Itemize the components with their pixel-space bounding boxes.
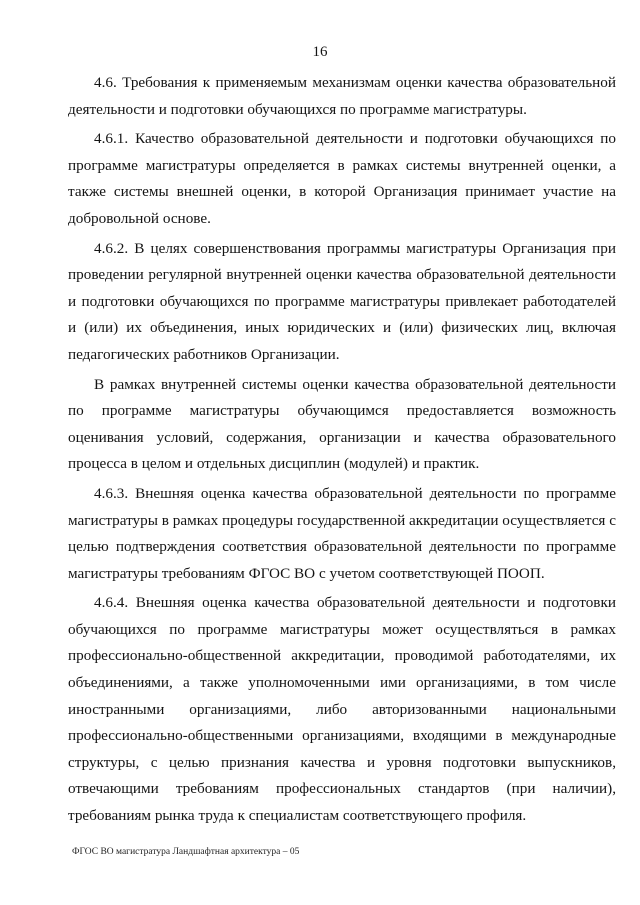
page-number: 16	[312, 44, 328, 60]
paragraph-4-6-3: 4.6.3. Внешняя оценка качества образовательной деятельности по программе магистратуры в рамках процедуры государственной аккредитации осуществляется с целью подтверждения соответствия образовательной деятельности по программе магистратуры требованиям ФГОС ВО с учетом соответствующей ПООП.	[68, 484, 616, 582]
paragraph-internal-assessment: В рамках внутренней системы оценки качества образовательной деятельности по программе магистратуры обучающимся предоставляется возможность оценивания условий, содержания, организации и качества образовательного процесса в целом и отдельных дисциплин (модулей) и практик.	[68, 375, 616, 473]
paragraph-4-6-1: 4.6.1. Качество образовательной деятельности и подготовки обучающихся по программе магистратуры определяется в рамках системы внутренней оценки, а также системы внешней оценки, в которой Организация принимает участие на добровольной основе.	[68, 130, 616, 227]
paragraph-4-6-2: 4.6.2. В целях совершенствования программы магистратуры Организация при проведении регулярной внутренней оценки качества образовательной деятельности и подготовки обучающихся по программе магистратуры привлекает работодателей и (или) их объединения, иных юридических и (или) физических лиц, включая педагогических работников Организации.	[68, 239, 616, 363]
paragraph-4-6: 4.6. Требования к применяемым механизмам оценки качества образовательной деятельности и подготовки обучающихся по программе магистратуры.	[68, 74, 616, 118]
page-footer: ФГОС ВО магистратура Ландшафтная архитектура – 05	[72, 847, 300, 857]
paragraph-4-6-4: 4.6.4. Внешняя оценка качества образовательной деятельности и подготовки обучающихся по программе магистратуры может осуществляться в рамках профессионально-общественной аккредитации, проводимой работодателями, их объединениями, а также уполномоченными ими организациями, в том числе иностранными организациями, либо авторизованными национальными профессионально-общественными организациями, входящими в международные структуры, с целью признания качества и уровня подготовки выпускников, отвечающими требованиям профессиональных стандартов (при наличии), требованиям рынка труда к специалистам соответствующего профиля.	[68, 594, 616, 825]
document-body	[68, 70, 616, 833]
